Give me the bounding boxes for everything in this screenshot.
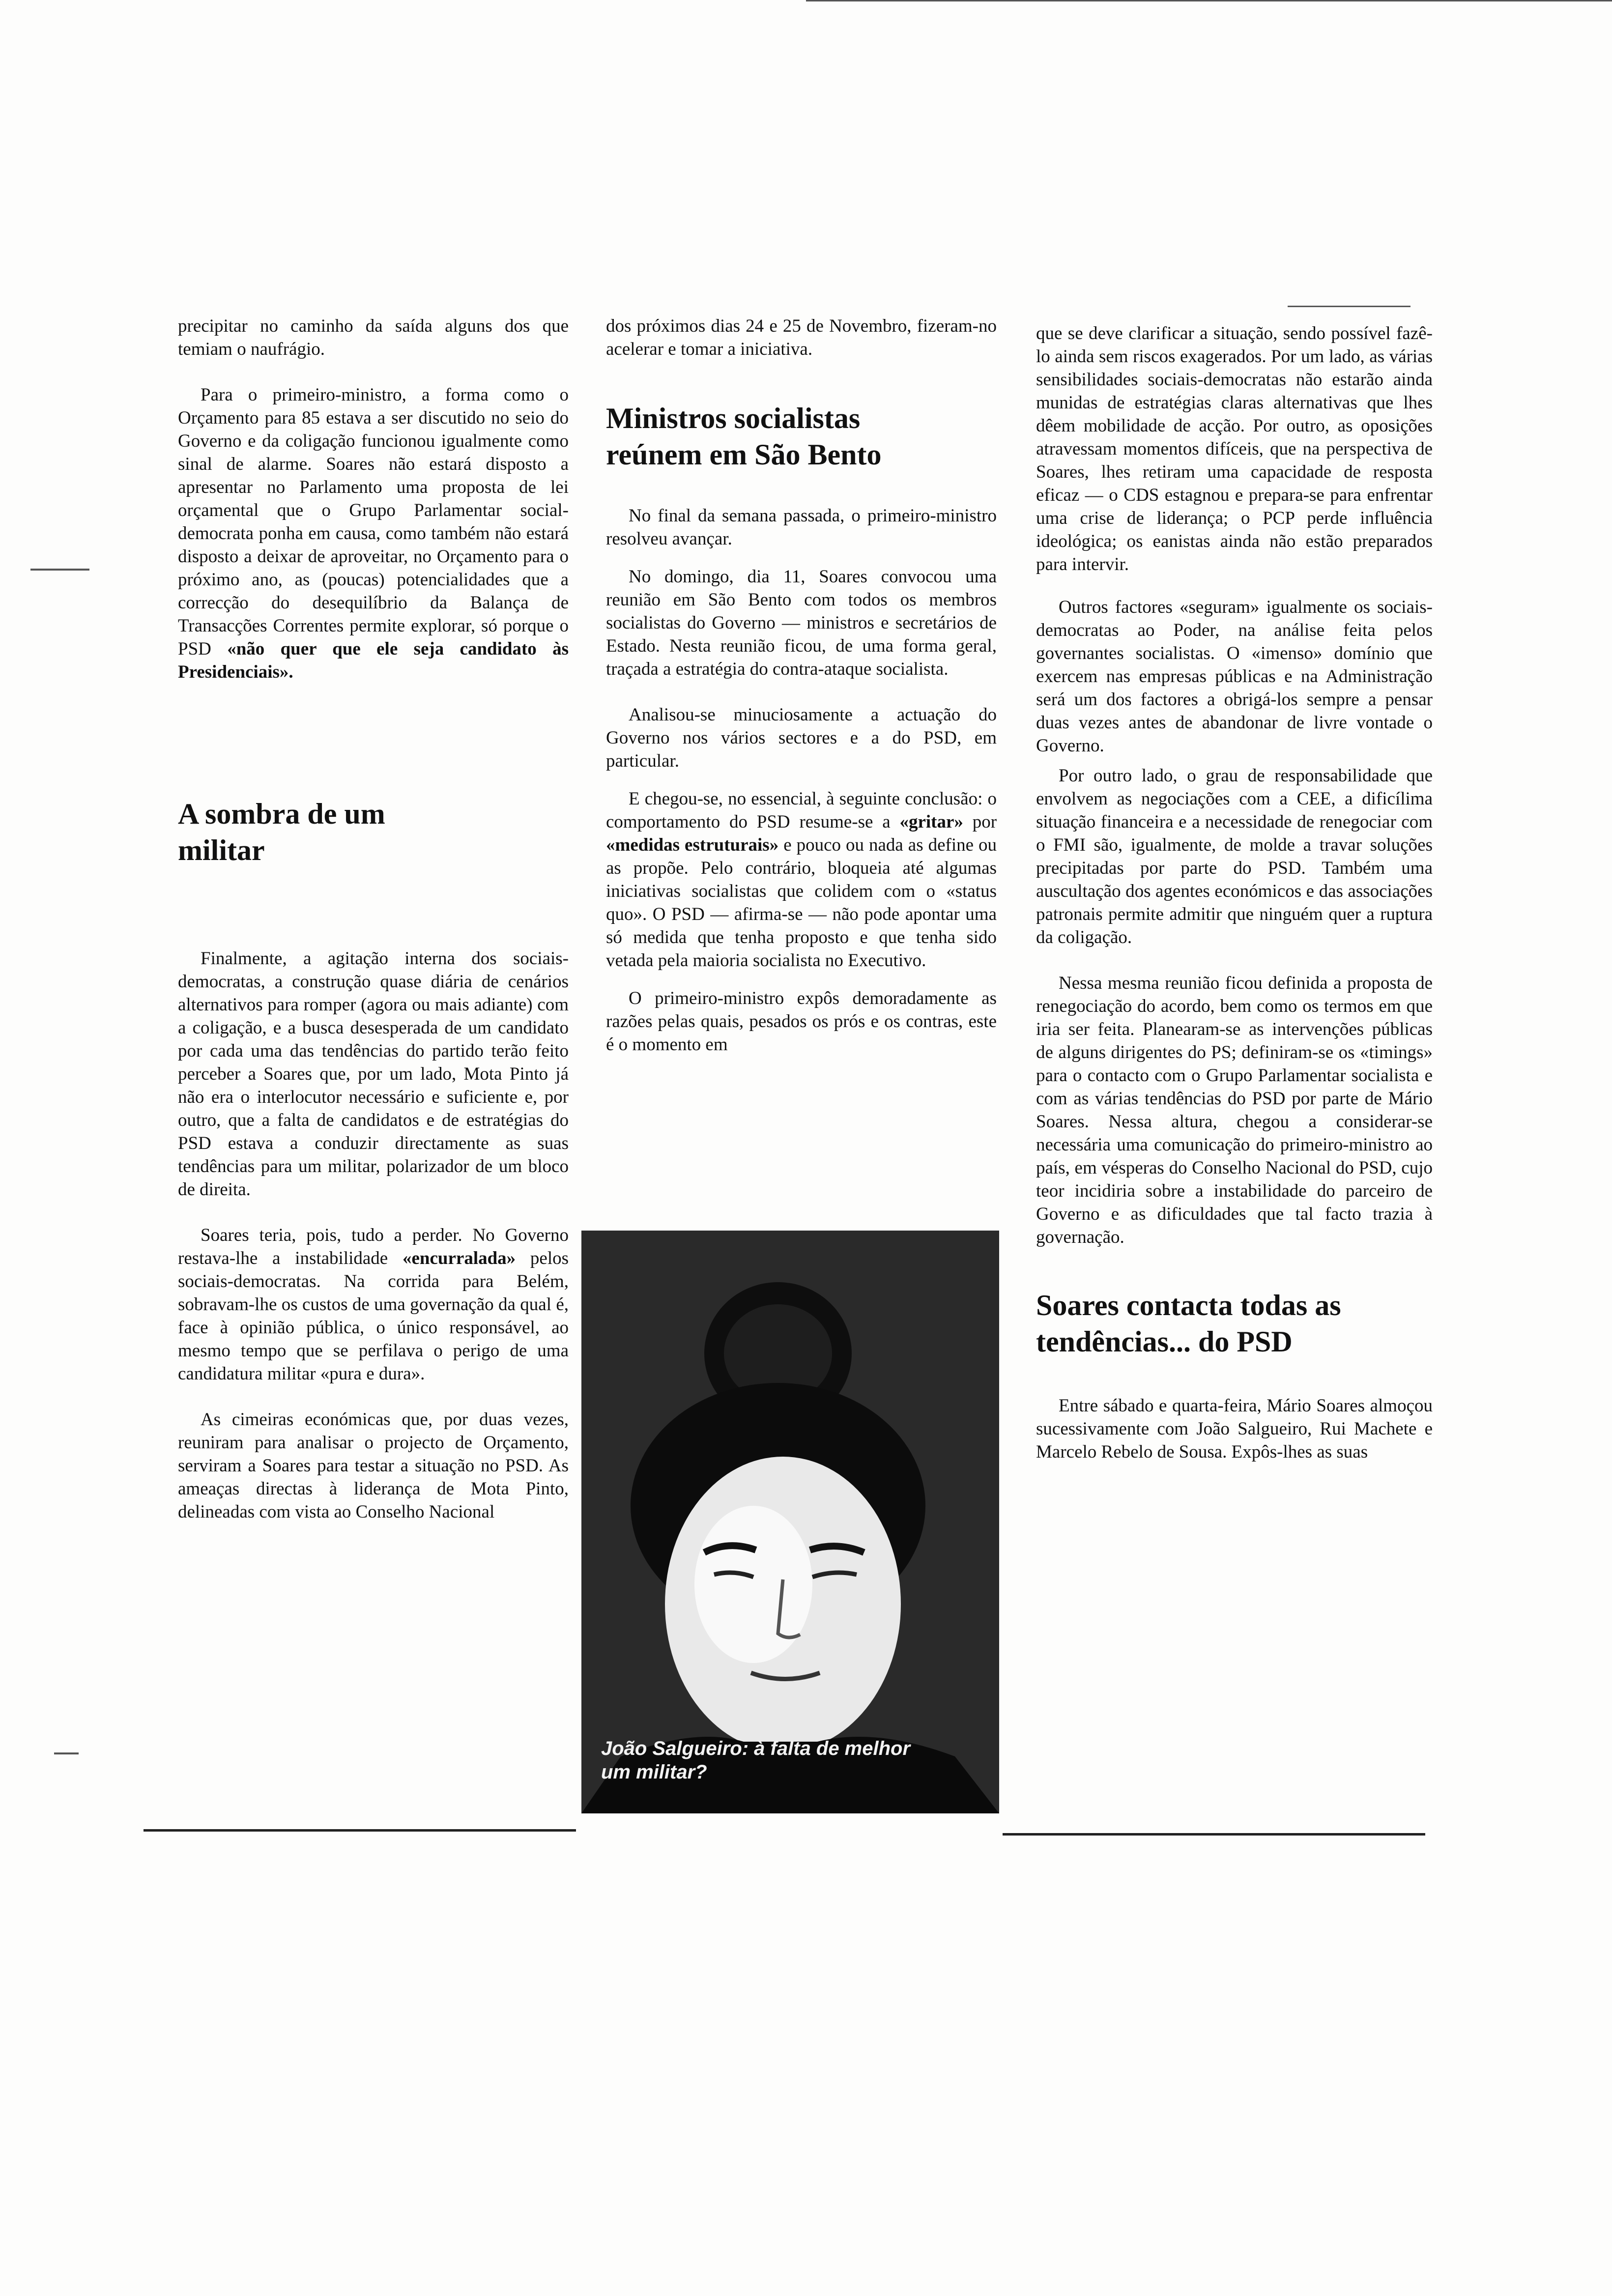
column1-paragraph-1: precipitar no caminho da saída alguns dos que temiam o naufrágio. — [178, 316, 569, 359]
column1-paragraph-3: Finalmente, a agitação interna dos sociais-democratas, a construção quase diária de cenários alternativos para romper (agora ou mais adiante) com a coligação, e a busca desesperada de um candidato por cada uma das tendências do partido terão feito perceber a Soares que, por um lado, Mota Pinto já não era o interlocutor necessário e suficiente e, por outro, que a falta de candidatos e de estratégias do PSD estava a conduzir directamente as suas tendências para um militar, polarizador de um bloco de direita. — [178, 948, 569, 1200]
section-heading-ministros: Ministros socialistas reúnem em São Bento — [606, 402, 882, 471]
column3-paragraph-5: Entre sábado e quarta-feira, Mário Soares almoçou sucessivamente com João Salgueiro, Rui Machete e Marcelo Rebelo de Sousa. Expôs-lhes as suas — [1036, 1396, 1433, 1462]
column2-paragraph-5: E chegou-se, no essencial, à seguinte conclusão: o comportamento do PSD resume-se a «gritar» por «medidas estruturais» e pouco ou nada as define ou as propõe. Pelo contrário, bloqueia até algumas iniciativas socialistas que colidem com o «status quo». O PSD — afirma-se — não pode apontar uma só medida que tenha proposto e que tenha sido vetada pela maioria socialista no Executivo. — [606, 789, 997, 971]
column-1 — [178, 315, 569, 1523]
column3-paragraph-2: Outros factores «seguram» igualmente os sociais-democratas ao Poder, na análise feita pelos governantes socialistas. O «imenso» domínio que exercem nas empresas públicas e na Administração será um dos factores a obrigá-los sempre a pensar duas vezes antes de abandonar de livre vontade o Governo. — [1036, 597, 1433, 756]
column3-paragraph-4: Nessa mesma reunião ficou definida a proposta de renegociação do acordo, bem como os termos em que iria ser feita. Planearam-se as intervenções públicas de alguns dirigentes do PS; definiram-se os «timings» para o contacto com o Grupo Parlamentar socialista e com as várias tendências do PSD por parte de Mário Soares. Nessa altura, chegou a considerar-se necessária uma comunicação do primeiro-ministro ao país, em vésperas do Conselho Nacional do PSD, cujo teor incidiria sobre a instabilidade do parceiro de Governo e as dificuldades que tal facto trazia à governação. — [1036, 973, 1433, 1247]
column1-paragraph-4: Soares teria, pois, tudo a perder. No Governo restava-lhe a instabilidade «encurralada» pelos sociais-democratas. Na corrida para Belém, sobravam-lhe os custos de uma governação da qual é, face à opinião pública, o único responsável, ao mesmo tempo que se perfilava o perigo de uma candidatura militar «pura e dura». — [178, 1225, 569, 1384]
column2-paragraph-4: Analisou-se minuciosamente a actuação do Governo nos vários sectores e a do PSD, em particular. — [606, 705, 997, 771]
left-margin-mark-1 — [30, 569, 89, 571]
top-edge-line — [806, 0, 1612, 1]
column-3 — [1036, 322, 1433, 1464]
top-right-dash — [1288, 306, 1410, 307]
column-2 — [606, 315, 997, 1056]
column1-paragraph-5: As cimeiras económicas que, por duas vezes, reuniram para analisar o projecto de Orçamento, serviram a Soares para testar a situação no PSD. As ameaças directas à liderança de Mota Pinto, delineadas com vista ao Conselho Nacional — [178, 1409, 569, 1522]
column3-paragraph-1: que se deve clarificar a situação, sendo possível fazê-lo ainda sem riscos exagerados. Por um lado, as várias sensibilidades sociais-democratas não estarão ainda munidas de estratégias claras alternativas que lhes dêem mobilidade de acção. Por outro, as oposições atravessam momentos difíceis, que na perspectiva de Soares, lhes retiram uma capacidade de resposta eficaz — o CDS estagnou e prepara-se para enfrentar uma crise de liderança; o PCP perde influência ideológica; os eanistas ainda não estão preparados para intervir. — [1036, 323, 1433, 574]
portrait-photo — [581, 1231, 999, 1813]
bottom-rule-left — [144, 1829, 576, 1832]
column3-paragraph-3: Por outro lado, o grau de responsabilidade que envolvem as negociações com a CEE, a dificílima situação financeira e a necessidade de renegociar com o FMI são, igualmente, de molde a travar soluções precipitadas por parte do PSD. Também uma auscultação dos agentes económicos e das associações patronais permite admitir que ninguém quer a ruptura da coligação. — [1036, 766, 1433, 947]
column2-paragraph-6: O primeiro-ministro expôs demoradamente as razões pelas quais, pesados os prós e os contras, este é o momento em — [606, 988, 997, 1055]
bottom-rule-right — [1003, 1833, 1425, 1836]
section-heading-sombra: A sombra de um militar — [178, 798, 385, 866]
left-margin-mark-2 — [54, 1752, 79, 1754]
column1-paragraph-2: Para o primeiro-ministro, a forma como o Orçamento para 85 estava a ser discutido no seio do Governo e da coligação funcionou igualmente como sinal de alarme. Soares não estará disposto a apresentar no Parlamento uma proposta de lei orçamental que o Grupo Parlamentar social-democrata ponha em causa, como também não estará disposto a deixar de aproveitar, no Orçamento para o próximo ano, as (poucas) potencialidades que a correcção do desequilíbrio da Balança de Transacções Correntes permite explorar, só porque o PSD «não quer que ele seja candidato às Presidenciais». — [178, 385, 569, 682]
column2-paragraph-1: dos próximos dias 24 e 25 de Novembro, fizeram-no acelerar e tomar a iniciativa. — [606, 316, 997, 359]
column2-paragraph-3: No domingo, dia 11, Soares convocou uma reunião em São Bento com todos os membros socialistas do Governo — ministros e secretários de Estado. Nesta reunião ficou, de uma forma geral, traçada a estratégia do contra-ataque socialista. — [606, 567, 997, 679]
column2-paragraph-2: No final da semana passada, o primeiro-ministro resolveu avançar. — [606, 506, 997, 549]
photo-caption: João Salgueiro: à falta de melhor um militar? — [601, 1738, 911, 1783]
portrait-illustration — [581, 1231, 999, 1813]
section-heading-soares-contacta: Soares contacta todas as tendências... do PSD — [1036, 1289, 1341, 1358]
